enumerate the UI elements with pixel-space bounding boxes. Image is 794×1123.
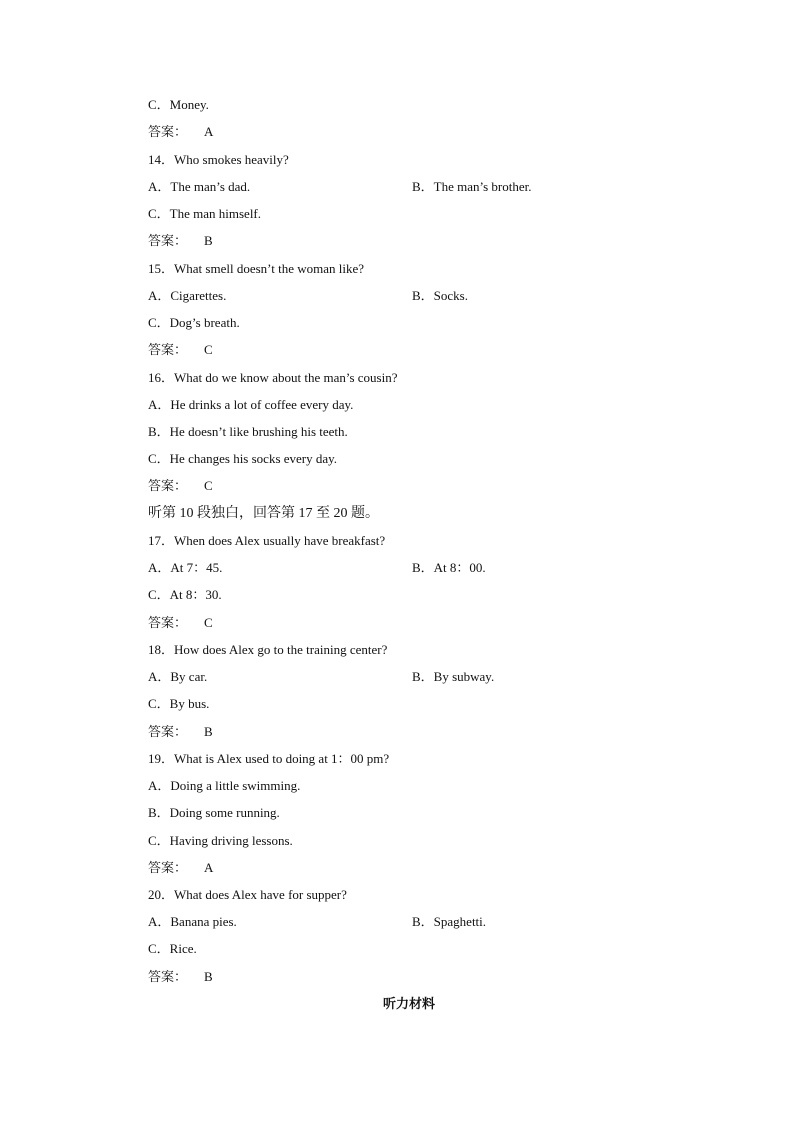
option-c: C．At 8：30. (148, 587, 222, 602)
question-stem: 19．What is Alex used to doing at 1：00 pm? (148, 751, 390, 766)
option-c: C．The man himself. (148, 206, 262, 221)
option-c: C．Rice. (148, 941, 197, 956)
option-a: A．Banana pies. (148, 914, 237, 929)
question-stem: 14．Who smokes heavily? (148, 152, 289, 167)
question-stem: 17．When does Alex usually have breakfast? (148, 533, 386, 548)
option-b: B．Doing some running. (148, 805, 280, 820)
answer-value: B (204, 724, 213, 739)
option-b: B．By subway. (412, 669, 495, 684)
option-a: A．At 7：45. (148, 560, 223, 575)
option-c: C．He changes his socks every day. (148, 451, 338, 466)
option-b: B．Socks. (412, 288, 468, 303)
question-stem: 20．What does Alex have for supper? (148, 887, 347, 902)
option-c: C．Money. (148, 97, 209, 112)
answer-value: A (204, 124, 214, 139)
answer-label: 答案： (148, 860, 188, 875)
answer-label: 答案： (148, 615, 188, 630)
option-b: B．He doesn’t like brushing his teeth. (148, 424, 348, 439)
question-stem: 18．How does Alex go to the training center? (148, 642, 388, 657)
answer-value: C (204, 615, 213, 630)
answer-label: 答案： (148, 124, 188, 139)
option-a: A．Doing a little swimming. (148, 778, 301, 793)
section-heading: 听力材料 (383, 996, 436, 1011)
option-a: A．Cigarettes. (148, 288, 227, 303)
answer-label: 答案： (148, 724, 188, 739)
answer-value: B (204, 969, 213, 984)
option-c: C．By bus. (148, 696, 210, 711)
option-c: C．Dog’s breath. (148, 315, 240, 330)
option-b: B．At 8：00. (412, 560, 486, 575)
question-stem: 15．What smell doesn’t the woman like? (148, 261, 365, 276)
answer-value: C (204, 342, 213, 357)
answer-label: 答案： (148, 969, 188, 984)
option-b: B．The man’s brother. (412, 179, 532, 194)
option-a: A．The man’s dad. (148, 179, 251, 194)
answer-label: 答案： (148, 233, 188, 248)
answer-value: A (204, 860, 214, 875)
option-a: A．By car. (148, 669, 208, 684)
section-instruction: 听第 10 段独白，回答第 17 至 20 题。 (148, 506, 379, 521)
answer-label: 答案： (148, 342, 188, 357)
answer-value: B (204, 233, 213, 248)
answer-value: C (204, 478, 213, 493)
question-stem: 16．What do we know about the man’s cousin? (148, 370, 398, 385)
option-c: C．Having driving lessons. (148, 833, 293, 848)
option-a: A．He drinks a lot of coffee every day. (148, 397, 354, 412)
option-b: B．Spaghetti. (412, 914, 487, 929)
answer-label: 答案： (148, 478, 188, 493)
